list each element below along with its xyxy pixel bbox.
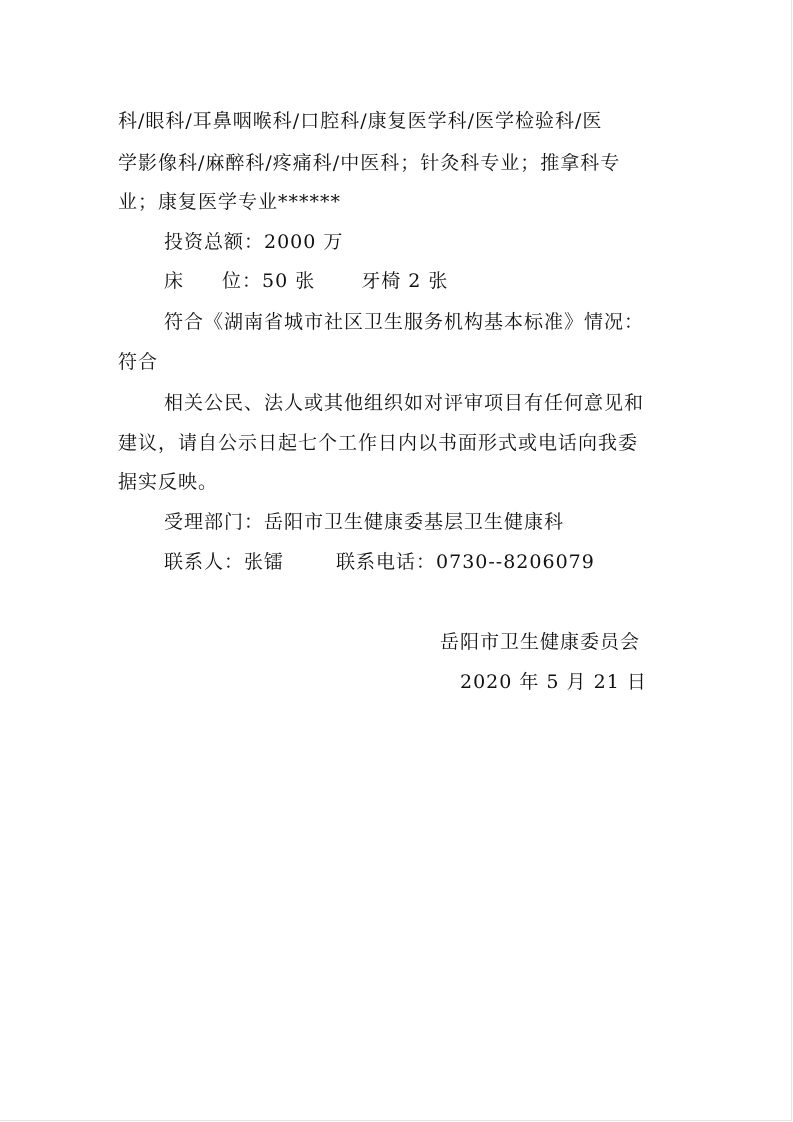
bed-count-line (164, 268, 448, 294)
contact-phone: 联系电话：0730--8206079 (336, 551, 595, 573)
dental-chair-count: 牙椅 2 张 (361, 270, 449, 292)
bed-count: 位：50 张 (222, 270, 316, 292)
receiving-department: 受理部门：岳阳市卫生健康委基层卫生健康科 (164, 511, 565, 533)
bed-label: 床 (164, 270, 185, 292)
contact-person: 联系人：张镭 (164, 551, 285, 573)
contact-line (164, 549, 595, 575)
specialties-line-3: 业；康复医学专业****** (118, 191, 342, 213)
specialties-line-1: 科/眼科/耳鼻咽喉科/口腔科/康复医学科/医学检验科/医 (118, 110, 603, 132)
investment-total: 投资总额：2000 万 (164, 231, 344, 253)
notice-line-1: 相关公民、法人或其他组织如对评审项目有任何意见和 (164, 392, 645, 414)
standard-compliance-result: 符合 (118, 351, 159, 373)
notice-line-2: 建议，请自公示日起七个工作日内以书面形式或电话向我委 (118, 432, 639, 454)
notice-line-3: 据实反映。 (118, 471, 219, 493)
specialties-line-2: 学影像科/麻醉科/疼痛科/中医科；针灸科专业；推拿科专 (118, 152, 621, 174)
signature-organization: 岳阳市卫生健康委员会 (440, 631, 641, 653)
standard-compliance-line-1: 符合《湖南省城市社区卫生服务机构基本标准》情况： (164, 311, 645, 333)
signature-date: 2020 年 5 月 21 日 (460, 671, 647, 693)
